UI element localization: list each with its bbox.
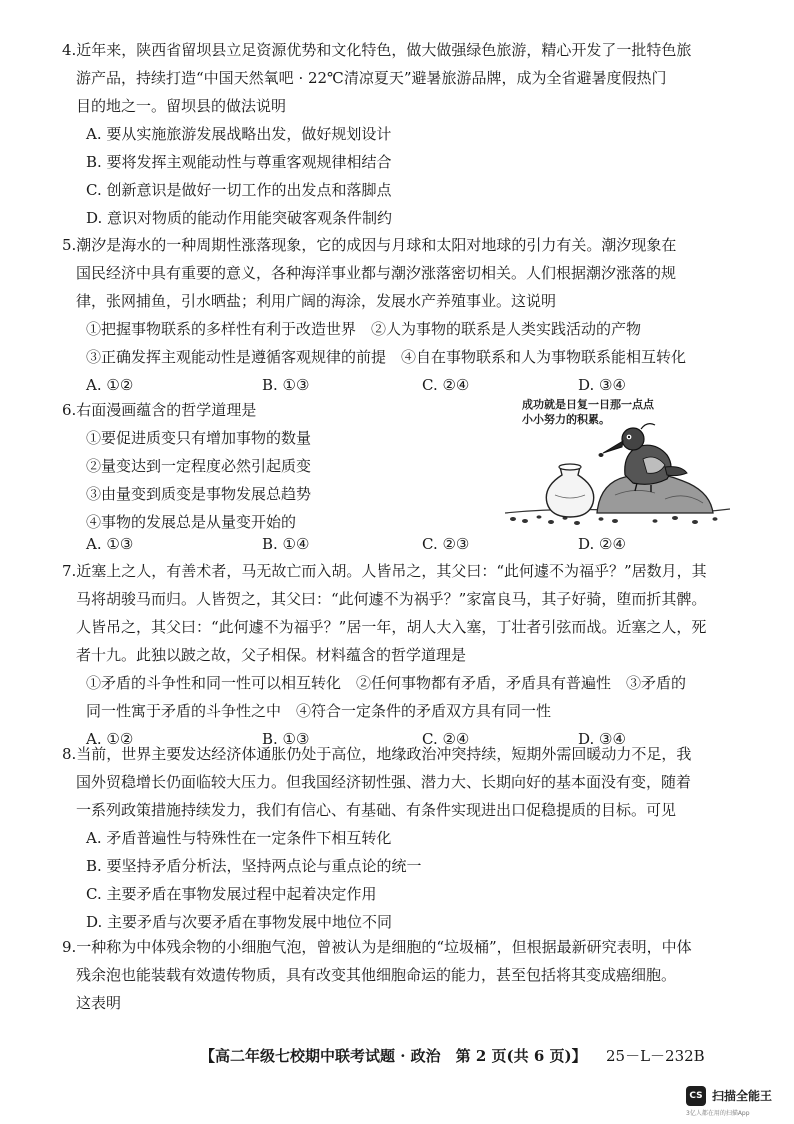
q8-stem-line-1: 8.当前，世界主要发达经济体通胀仍处于高位，地缘政治冲突持续，短期外需回暖动力不足，我 xyxy=(62,745,692,763)
q8-option-a: A. 矛盾普遍性与特殊性在一定条件下相互转化 xyxy=(86,829,392,847)
q6-statement-1: ①要促进质变只有增加事物的数量 xyxy=(86,429,312,447)
q5-choice-b: B. ①③ xyxy=(262,376,310,394)
q7-choice-a: A. ①② xyxy=(86,730,134,748)
q4-option-c: C. 创新意识是做好一切工作的出发点和落脚点 xyxy=(86,181,392,199)
q6-choice-d: D. ②④ xyxy=(578,535,626,553)
q7-stem-line-1: 7.近塞上之人，有善术者，马无故亡而入胡。人皆吊之，其父曰：“此何遽不为福乎？”居数月，其 xyxy=(62,562,707,580)
q8-option-d: D. 主要矛盾与次要矛盾在事物发展中地位不同 xyxy=(86,913,393,931)
q6-choice-c: C. ②③ xyxy=(422,535,470,553)
q7-stem-line-4: 者十九。此独以跛之故，父子相保。材料蕴含的哲学道理是 xyxy=(76,646,467,664)
q7-stem-line-3: 人皆吊之，其父曰：“此何遽不为福乎？”居一年，胡人大入塞，丁壮者引弦而战。近塞之人，死 xyxy=(76,618,707,636)
q5-stem-line-3: 律，张网捕鱼，引水晒盐；利用广阔的海涂，发展水产养殖事业。这说明 xyxy=(76,292,557,310)
footer-exam-code: 25－L－232B xyxy=(606,1047,705,1065)
q7-stem-line-2: 马将胡骏马而归。人皆贺之，其父曰：“此何遽不为祸乎？”家富良马，其子好骑，堕而折其髀。 xyxy=(76,590,707,608)
q8-stem-line-3: 一系列政策措施持续发力，我们有信心、有基础、有条件实现进出口促稳提质的目标。可见 xyxy=(76,801,677,819)
q8-option-c: C. 主要矛盾在事物发展过程中起着决定作用 xyxy=(86,885,377,903)
question-9 xyxy=(62,933,732,1017)
question-6 xyxy=(62,396,502,536)
scanner-logo-icon: CS xyxy=(686,1086,706,1106)
vase-icon xyxy=(546,467,593,517)
q6-choice-a: A. ①③ xyxy=(86,535,134,553)
q5-statement-12: ①把握事物联系的多样性有利于改造世界 ②人为事物的联系是人类实践活动的产物 xyxy=(86,320,642,338)
page-footer xyxy=(200,1045,760,1066)
q8-option-b: B. 要坚持矛盾分析法，坚持两点论与重点论的统一 xyxy=(86,857,422,875)
q7-statement-line-2: 同一性寓于矛盾的斗争性之中 ④符合一定条件的矛盾双方具有同一性 xyxy=(86,702,552,720)
q6-choices xyxy=(62,530,732,558)
question-5 xyxy=(62,231,732,399)
q4-stem-line-3: 目的地之一。留坝县的做法说明 xyxy=(76,97,287,115)
q6-stem: 6.右面漫画蕴含的哲学道理是 xyxy=(62,401,257,419)
question-7 xyxy=(62,557,732,753)
q4-option-b: B. 要将发挥主观能动性与尊重客观规律相结合 xyxy=(86,153,392,171)
question-8 xyxy=(62,740,732,936)
q5-stem-line-2: 国民经济中具有重要的意义，各种海洋事业都与潮汐涨落密切相关。人们根据潮汐涨落的规 xyxy=(76,264,677,282)
q6-statement-3: ③由量变到质变是事物发展总趋势 xyxy=(86,485,312,503)
scanner-watermark xyxy=(686,1086,791,1116)
cartoon-illustration xyxy=(505,395,730,530)
q8-stem-line-2: 国外贸稳增长仍面临较大压力。但我国经济韧性强、潜力大、长期向好的基本面没有变，随着 xyxy=(76,773,692,791)
q5-statement-34: ③正确发挥主观能动性是遵循客观规律的前提 ④自在事物联系和人为事物联系能相互转化 xyxy=(86,348,687,366)
q4-option-a: A. 要从实施旅游发展战略出发，做好规划设计 xyxy=(86,125,392,143)
q4-stem-line-1: 4.近年来，陕西省留坝县立足资源优势和文化特色，做大做强绿色旅游，精心开发了一批特色旅 xyxy=(62,41,692,59)
cartoon-caption-line-2: 小小努力的积累。 xyxy=(522,413,610,426)
q9-stem-line-1: 9.一种称为中体残余物的小细胞气泡，曾被认为是细胞的“垃圾桶”，但根据最新研究表明，中体 xyxy=(62,938,692,956)
q6-choice-b: B. ①④ xyxy=(262,535,310,553)
scanner-tagline: 3亿人都在用的扫描App xyxy=(686,1110,750,1117)
q7-choice-b: B. ①③ xyxy=(262,730,310,748)
footer-title: 【高二年级七校期中联考试题 · 政治 第 2 页(共 6 页)】 xyxy=(200,1047,587,1065)
cartoon-pebbles xyxy=(510,515,718,525)
q6-statement-2: ②量变达到一定程度必然引起质变 xyxy=(86,457,312,475)
q9-stem-line-2: 残余泡也能装载有效遗传物质，具有改变其他细胞命运的能力，甚至包括将其变成癌细胞。 xyxy=(76,966,677,984)
q6-choices-wrap xyxy=(62,530,732,558)
q7-choice-c: C. ②④ xyxy=(422,730,470,748)
q7-statement-line-1: ①矛盾的斗争性和同一性可以相互转化 ②任何事物都有矛盾，矛盾具有普遍性 ③矛盾的 xyxy=(86,674,687,692)
q5-choice-a: A. ①② xyxy=(86,376,134,394)
cartoon-caption-line-1: 成功就是日复一日那一点点 xyxy=(522,398,654,411)
q5-stem-line-1: 5.潮汐是海水的一种周期性涨落现象，它的成因与月球和太阳对地球的引力有关。潮汐现象在 xyxy=(62,236,677,254)
q6-statement-4: ④事物的发展总是从量变开始的 xyxy=(86,513,297,531)
question-4 xyxy=(62,36,732,232)
q4-stem-line-2: 游产品，持续打造“中国天然氧吧 · 22℃清凉夏天”避暑旅游品牌，成为全省避暑度假热门 xyxy=(76,69,667,87)
q5-choice-d: D. ③④ xyxy=(578,376,626,394)
q7-choice-d: D. ③④ xyxy=(578,730,626,748)
q5-choice-c: C. ②④ xyxy=(422,376,470,394)
scanner-app-name: 扫描全能王 xyxy=(712,1089,773,1103)
q9-stem-line-3: 这表明 xyxy=(76,994,122,1012)
q4-option-d: D. 意识对物质的能动作用能突破客观条件制约 xyxy=(86,209,393,227)
